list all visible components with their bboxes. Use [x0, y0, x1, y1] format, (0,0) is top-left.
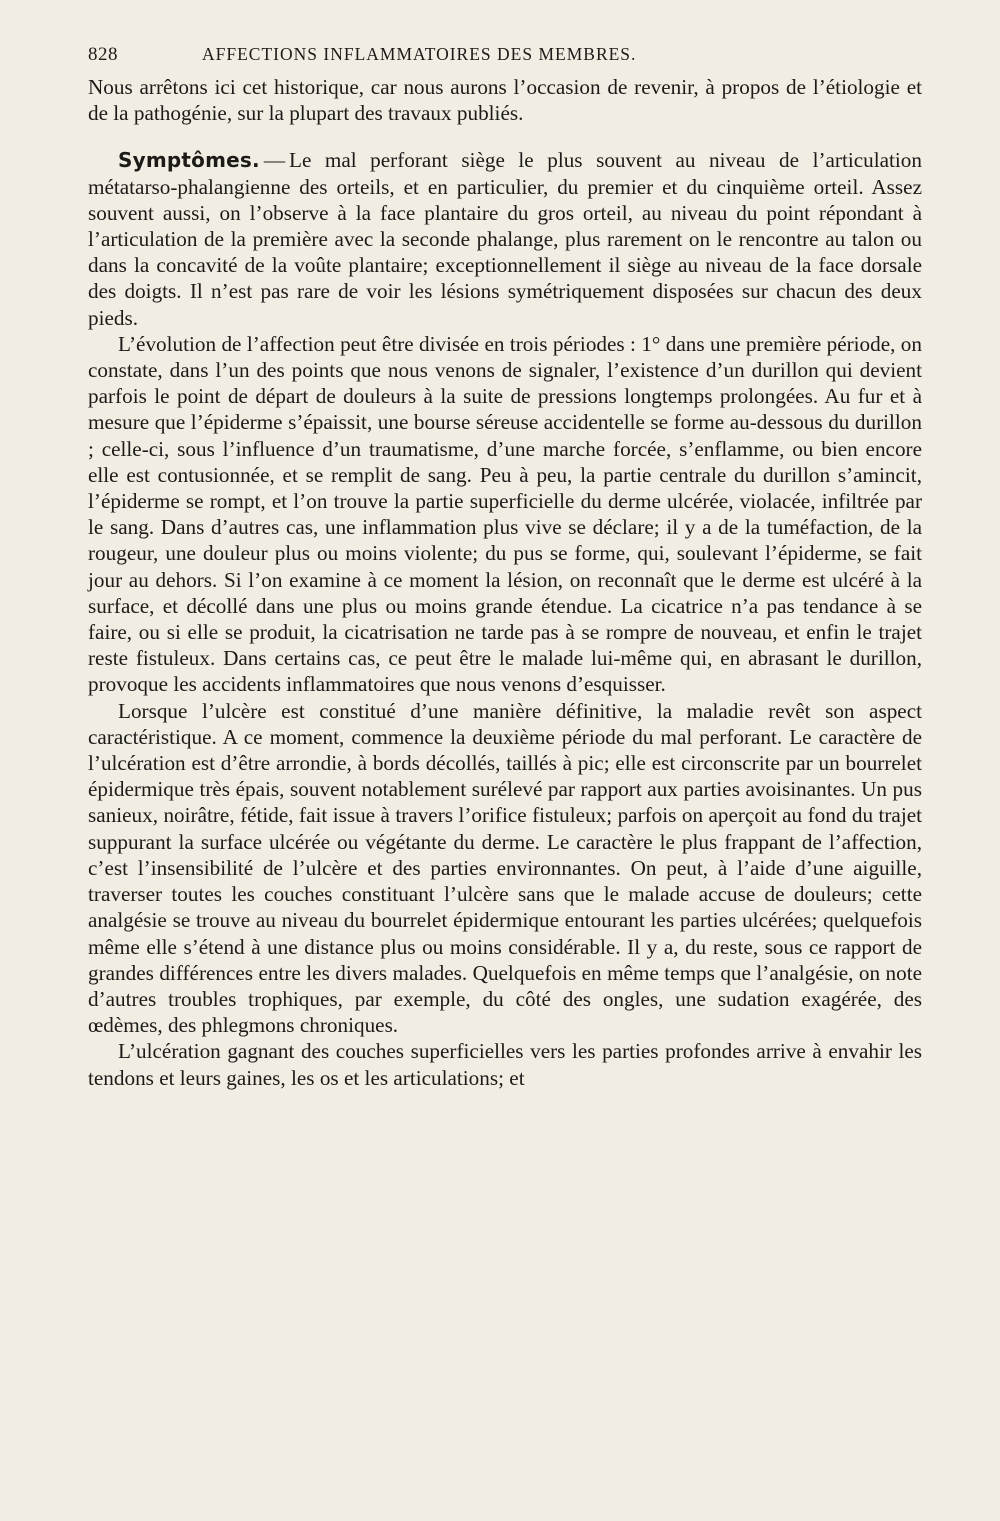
intro-paragraph: Nous arrêtons ici cet historique, car nous aurons l’occasion de revenir, à propos de l’étiologie et de la pathogénie, sur la plupart des travaux publiés.	[88, 75, 922, 126]
running-header	[88, 44, 922, 72]
paragraph-evolution: L’évolution de l’affection peut être divisée en trois périodes : 1° dans une première période, on constate, dans l’un des points que nous venons de signaler, l’existence d’un durillon qui devient parfois le point de départ de douleurs à la suite de pressions longtemps prolongées. Au fur et à mesure que l’épiderme s’épaissit, une bourse séreuse accidentelle se forme au-dessous du durillon ; celle-ci, sous l’influence d’un traumatisme, d’une marche forcée, s’enflamme, ou bien encore elle est contusionnée, et se remplit de sang. Peu à peu, la partie centrale du durillon s’amincit, l’épiderme se rompt, et l’on trouve la partie superficielle du derme ulcérée, violacée, infiltrée par le sang. Dans d’autres cas, une inflammation plus vive se déclare; il y a de la tuméfaction, de la rougeur, une douleur plus ou moins violente; du pus se forme, qui, soulevant l’épiderme, se fait jour au dehors. Si l’on examine à ce moment la lésion, on reconnaît que le derme est ulcéré à la surface, et décollé dans une plus ou moins grande étendue. La cicatrice n’a pas tendance à se faire, ou si elle se produit, la cicatrisation ne tarde pas à se rompre de nouveau, et enfin le trajet reste fistuleux. Dans certains cas, ce peut être le malade lui-même qui, en abrasant le durillon, provoque les accidents inflammatoires que nous venons d’esquisser.	[88, 331, 922, 697]
section-dash: —	[263, 148, 285, 173]
page-number: 828	[88, 44, 118, 65]
section-spacer	[88, 126, 922, 147]
paragraph-ulcer: Lorsque l’ulcère est constitué d’une manière définitive, la maladie revêt son aspect caractéristique. A ce moment, commence la deuxième période du mal perforant. Le caractère de l’ulcération est d’être arrondie, à bords décollés, taillés à pic; elle est circonscrite par un bourrelet épidermique très épais, souvent notablement surélevé par rapport aux parties avoisinantes. Un pus sanieux, noirâtre, fétide, fait issue à travers l’orifice fistuleux; parfois on aperçoit au fond du trajet suppurant la surface ulcérée ou végétante du derme. Le caractère le plus frappant de l’affection, c’est l’insensibilité de l’ulcère et des parties environnantes. On peut, à l’aide d’une aiguille, traverser toutes les couches constituant l’ulcère sans que le malade accuse de douleurs; cette analgésie se trouve au niveau du bourrelet épidermique entourant les parties ulcérées; quelquefois même elle s’étend à une distance plus ou moins considérable. Il y a, du reste, sous ce rapport de grandes différences entre les divers malades. Quelquefois en même temps que l’analgésie, on note d’autres troubles trophiques, par exemple, du côté des ongles, une sudation exagérée, des œdèmes, des phlegmons chroniques.	[88, 698, 922, 1038]
symptoms-paragraph	[88, 147, 922, 330]
body-text	[88, 74, 922, 1091]
running-title: AFFECTIONS INFLAMMATOIRES DES MEMBRES.	[202, 44, 637, 64]
paragraph-ulceration: L’ulcération gagnant des couches superficielles vers les parties profondes arrive à envahir les tendons et leurs gaines, les os et les articulations; et	[88, 1039, 922, 1090]
symptoms-text: Le mal perforant siège le plus souvent au niveau de l’articulation métatarso-phalangienne des orteils, et en particulier, du premier et du cinquième orteil. Assez souvent aussi, on l’observe à la face plantaire du gros orteil, au niveau du point répondant à l’articulation de la première avec la seconde phalange, plus rarement on le rencontre au talon ou dans la concavité de la voûte plantaire; exceptionnellement il siège au niveau de la face dorsale des doigts. Il n’est pas rare de voir les lésions symétriquement disposées sur chacun des deux pieds.	[88, 148, 922, 330]
section-heading: Symptômes.	[118, 148, 260, 173]
